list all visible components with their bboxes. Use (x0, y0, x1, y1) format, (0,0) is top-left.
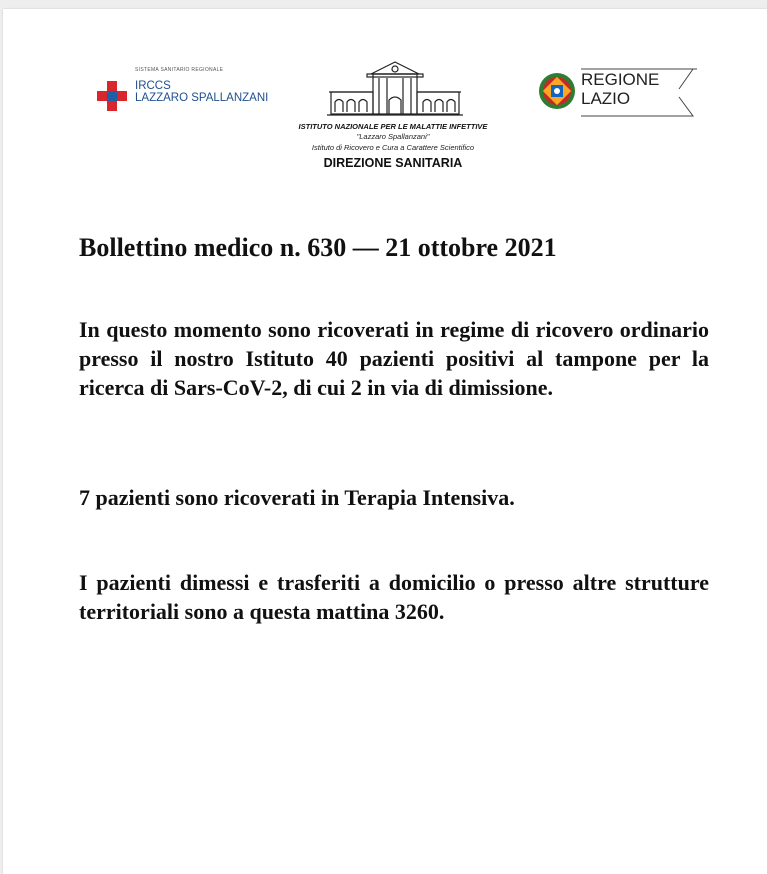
bulletin-paragraph-3: I pazienti dimessi e trasferiti a domicilio o presso altre strutture territoriali sono a questa mattina 3260. (79, 570, 709, 624)
bulletin-title: Bollettino medico n. 630 — 21 ottobre 2021 (79, 233, 557, 262)
logo-line-spallanzani: LAZZARO SPALLANZANI (135, 92, 269, 104)
institute-subname: "Lazzaro Spallanzani" (356, 132, 430, 141)
regione-label: REGIONE (581, 70, 660, 89)
institute-name: ISTITUTO NAZIONALE PER LE MALATTIE INFETTIVE (298, 122, 488, 131)
bulletin-paragraph-1: In questo momento sono ricoverati in regime di ricovero ordinario presso il nostro Istituto 40 pazienti positivi al tampone per la ricerca di Sars-CoV-2, di cui 2 in via di dimissione. (79, 317, 709, 400)
medical-cross-icon (97, 81, 127, 111)
institute-header (233, 121, 553, 172)
regione-lazio-emblem-icon (537, 71, 577, 111)
logo-line-irccs: IRCCS (135, 80, 171, 92)
institute-building-icon (327, 54, 463, 118)
lazio-label: LAZIO (581, 89, 631, 108)
department-title: DIREZIONE SANITARIA (323, 156, 463, 170)
system-label: SISTEMA SANITARIO REGIONALE (135, 67, 224, 73)
regione-lazio-logo (537, 65, 707, 121)
bulletin-paragraph-2: 7 pazienti sono ricoverati in Terapia Intensiva. (79, 485, 515, 510)
document-page (3, 9, 767, 874)
institute-description: Istituto di Ricovero e Cura a Carattere Scientifico (311, 143, 475, 152)
spallanzani-logo (95, 67, 295, 117)
